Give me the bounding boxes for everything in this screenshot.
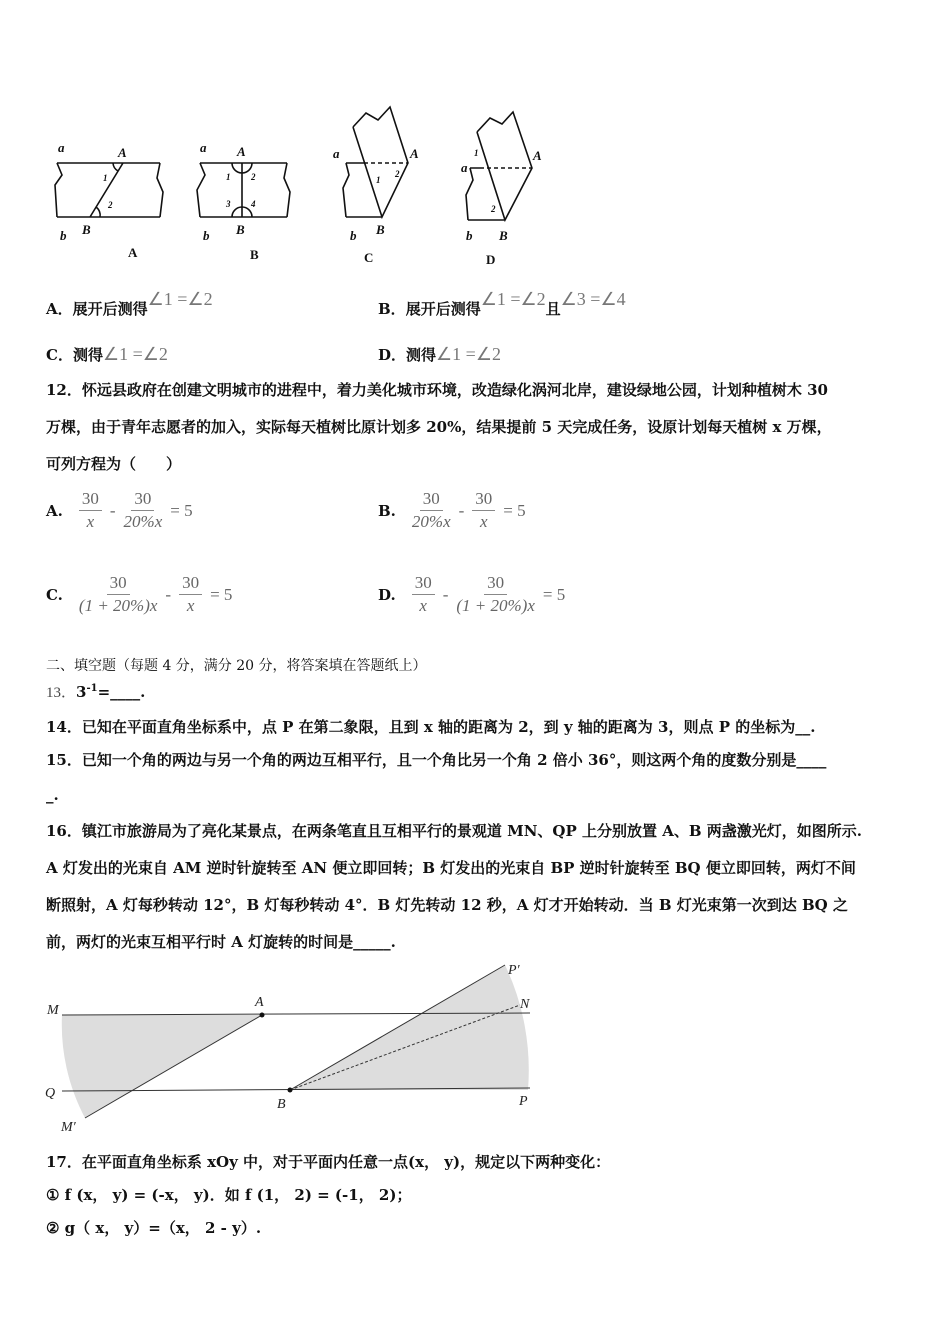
q17-line: 17．在平面直角坐标系 xOy 中，对于平面内任意一点(x， y)，规定以下两种变化： bbox=[46, 1153, 611, 1171]
denominator: x bbox=[186, 596, 195, 615]
angle-4: 4 bbox=[251, 199, 256, 209]
label-b: b bbox=[466, 228, 473, 243]
option-label: A. bbox=[46, 501, 63, 520]
q17-line: ② g（ x， y）=（x， 2 - y）. bbox=[46, 1219, 262, 1237]
label-a: A bbox=[255, 995, 264, 1010]
option-text: 展开后测得 bbox=[405, 300, 481, 318]
angle-2: 2 bbox=[491, 204, 496, 214]
equals: = 5 bbox=[170, 500, 193, 520]
label-B: B bbox=[82, 222, 91, 237]
option-text: 展开后测得 bbox=[72, 300, 148, 318]
label-a: a bbox=[333, 146, 340, 161]
numerator: 30 bbox=[484, 572, 507, 595]
q13-base: 3 bbox=[76, 683, 87, 701]
numerator: 30 bbox=[107, 572, 130, 595]
numerator: 30 bbox=[420, 488, 443, 511]
denominator: 20%x bbox=[411, 512, 451, 531]
label-m-prime: M′ bbox=[61, 1120, 76, 1135]
angle-1: 1 bbox=[376, 175, 381, 185]
label-A: A bbox=[410, 146, 419, 161]
minus-sign: - bbox=[442, 584, 449, 604]
angle-1: 1 bbox=[226, 172, 231, 182]
label-a: a bbox=[200, 140, 207, 155]
option-math: ∠1 =∠2 bbox=[480, 289, 546, 309]
numerator: 30 bbox=[79, 488, 102, 511]
label-b: b bbox=[350, 228, 357, 243]
figure-caption: B bbox=[250, 247, 259, 262]
label-a: a bbox=[58, 140, 65, 155]
denominator: (1 + 20%)x bbox=[78, 596, 158, 615]
q16-line: 16．镇江市旅游局为了亮化某景点，在两条笔直且互相平行的景观道 MN、QP 上分别放置 A、B 两盏激光灯，如图所示. bbox=[46, 822, 862, 840]
numerator: 30 bbox=[412, 572, 435, 595]
denominator: x bbox=[86, 512, 95, 531]
q13-exponent: -1 bbox=[86, 683, 98, 694]
point-b bbox=[288, 1088, 293, 1093]
q15-line: 15．已知一个角的两边与另一个角的两边互相平行，且一个角比另一个角 2 倍小 36°，则这两个角的度数分别是____ bbox=[46, 751, 827, 769]
option-label: D. bbox=[378, 585, 396, 604]
q17-line: ① f (x， y) = (-x， y)．如 f (1， 2) = (-1， 2)； bbox=[46, 1186, 412, 1204]
q12-line: 12．怀远县政府在创建文明城市的进程中，着力美化城市环境，改造绿化涡河北岸，建设绿地公园，计划种植树木 30 bbox=[46, 381, 828, 399]
option-label: B. bbox=[378, 501, 396, 520]
q12-line: 万棵，由于青年志愿者的加入，实际每天植树比原计划多 20%，结果提前 5 天完成任务，设原计划每天植树 x 万棵， bbox=[46, 418, 832, 436]
q13-rest: =____. bbox=[97, 683, 146, 701]
q14: 14．已知在平面直角坐标系中，点 P 在第二象限，且到 x 轴的距离为 2，到 y 轴的距离为 3，则点 P 的坐标为__. bbox=[46, 718, 816, 736]
denominator: 20%x bbox=[123, 512, 163, 531]
option-math: ∠3 =∠4 bbox=[560, 289, 626, 309]
minus-sign: - bbox=[165, 584, 172, 604]
label-B: B bbox=[499, 228, 508, 243]
label-a: a bbox=[461, 160, 468, 175]
figure-caption: C bbox=[364, 250, 374, 265]
question-number: 13． bbox=[46, 685, 77, 701]
minus-sign: - bbox=[458, 500, 465, 520]
equals: = 5 bbox=[542, 584, 566, 604]
figure-caption: A bbox=[128, 245, 138, 260]
option-text: 测得 bbox=[406, 346, 437, 364]
label-p: P bbox=[519, 1094, 528, 1109]
angle-2: 2 bbox=[251, 172, 256, 182]
label-n: N bbox=[520, 997, 530, 1012]
label-A: A bbox=[533, 148, 542, 163]
q16-line: A 灯发出的光束自 AM 逆时针旋转至 AN 便立即回转；B 灯发出的光束自 BP 逆时针旋转至 BQ 便立即回转，两灯不间 bbox=[46, 859, 856, 877]
label-p-prime: P′ bbox=[508, 963, 520, 978]
label-m: M bbox=[47, 1003, 59, 1018]
q15-line: _. bbox=[46, 786, 59, 804]
label-B: B bbox=[376, 222, 385, 237]
lamp-b-sector bbox=[290, 965, 529, 1090]
label-q: Q bbox=[45, 1086, 56, 1101]
minus-sign: - bbox=[109, 500, 116, 520]
option-math: ∠1 =∠2 bbox=[436, 344, 501, 364]
equals: = 5 bbox=[503, 500, 526, 520]
angle-3: 3 bbox=[226, 199, 231, 209]
angle-1: 1 bbox=[103, 173, 108, 183]
label-b: b bbox=[60, 228, 67, 243]
label-A: A bbox=[118, 145, 127, 160]
option-label: B． bbox=[378, 300, 406, 318]
label-b: b bbox=[203, 228, 210, 243]
option-label: C. bbox=[46, 585, 63, 604]
denominator: x bbox=[419, 596, 427, 615]
option-text: 测得 bbox=[72, 346, 103, 364]
label-b: B bbox=[277, 1097, 286, 1112]
q12-line: 可列方程为（ ） bbox=[46, 455, 182, 473]
option-text: 且 bbox=[545, 300, 561, 318]
section-heading: 二、填空题（每题 4 分，满分 20 分，将答案填在答题纸上） bbox=[46, 658, 427, 674]
numerator: 30 bbox=[179, 572, 202, 595]
option-label: C． bbox=[46, 346, 73, 364]
label-A: A bbox=[237, 144, 246, 159]
point-a bbox=[260, 1013, 265, 1018]
numerator: 30 bbox=[472, 488, 495, 511]
option-label: A． bbox=[46, 300, 73, 318]
angle-1: 1 bbox=[474, 148, 479, 158]
option-math: ∠1 =∠2 bbox=[102, 344, 168, 364]
q16-line: 前，两灯的光束互相平行时 A 灯旋转的时间是_____. bbox=[46, 933, 396, 951]
figure-caption: D bbox=[486, 252, 496, 267]
denominator: x bbox=[480, 512, 488, 531]
angle-2: 2 bbox=[108, 200, 113, 210]
angle-2: 2 bbox=[395, 169, 400, 179]
q16-line: 断照射，A 灯每秒转动 12°，B 灯每秒转动 4°．B 灯先转动 12 秒，A 灯才开始转动．当 B 灯光束第一次到达 BQ 之 bbox=[46, 896, 848, 914]
option-math: ∠1 =∠2 bbox=[147, 289, 213, 309]
lamp-a-sector bbox=[62, 1015, 262, 1118]
numerator: 30 bbox=[131, 488, 154, 511]
option-label: D． bbox=[378, 346, 407, 364]
denominator: (1 + 20%)x bbox=[456, 596, 535, 615]
label-B: B bbox=[236, 222, 245, 237]
equals: = 5 bbox=[210, 584, 233, 604]
